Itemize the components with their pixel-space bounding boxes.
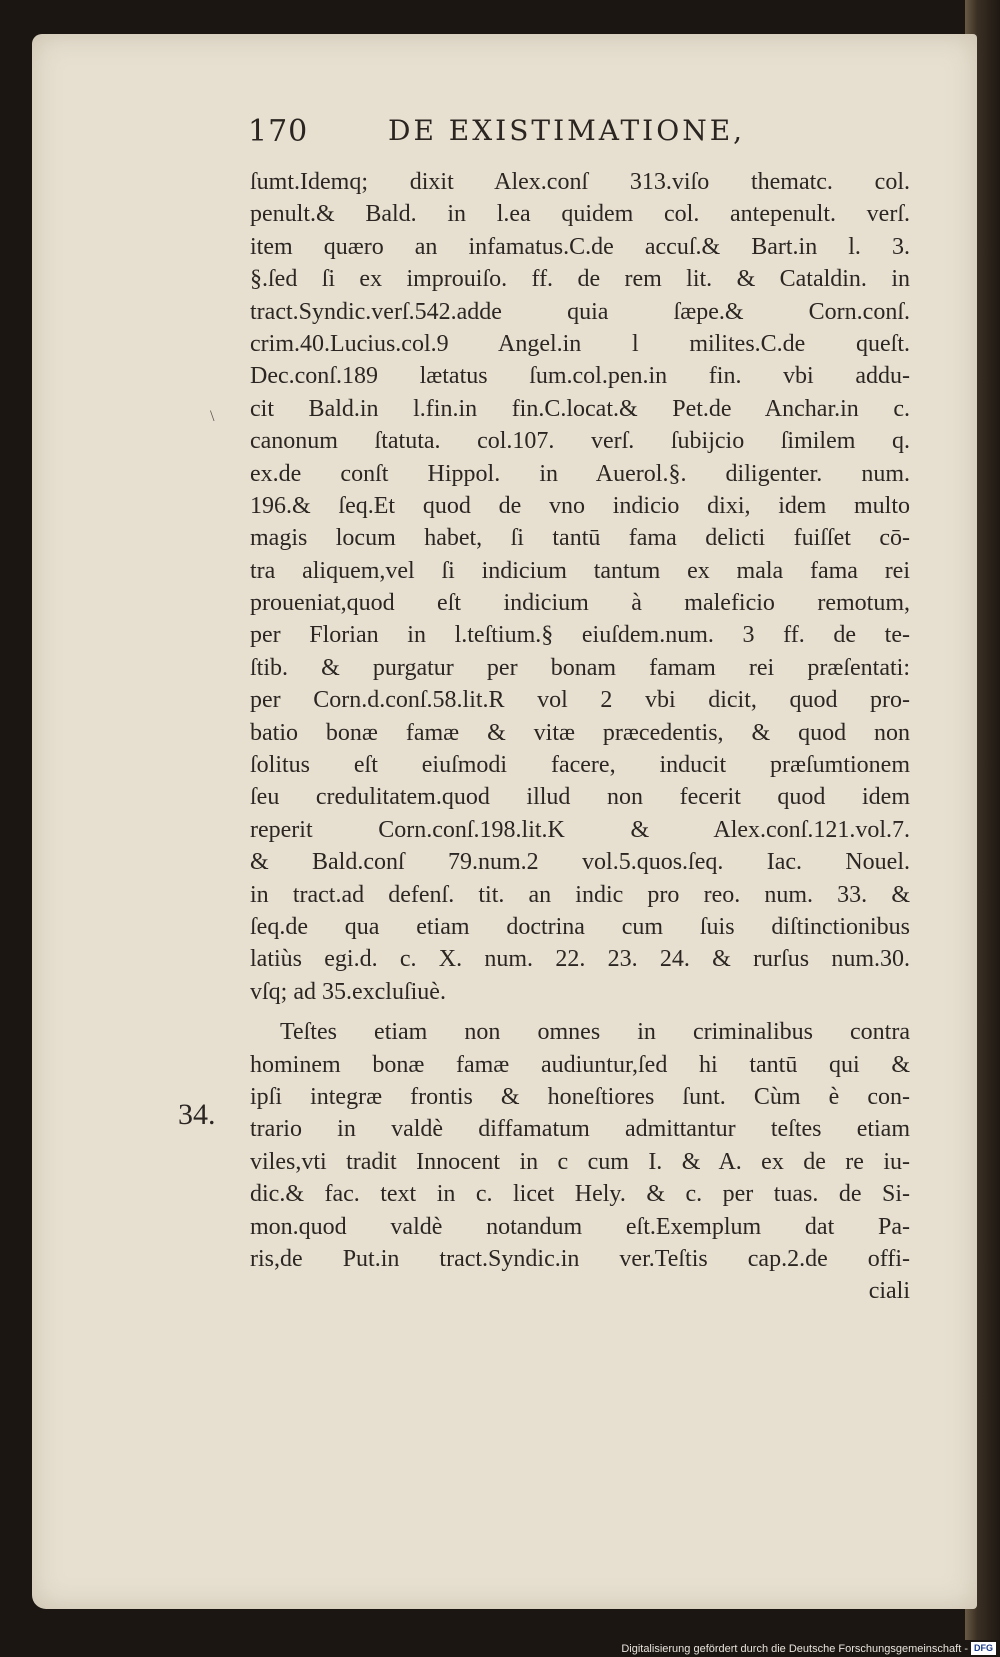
text-line: ſumt.Idemq; dixit Alex.conſ 313.viſo thematc. col. (250, 169, 910, 195)
text-line: tra aliquem,vel ſi indicium tantum ex mala fama rei (250, 557, 910, 584)
text-line: dic.& fac. text in c. licet Hely. & c. per tuas. de Si- (250, 1181, 910, 1208)
text-line: Teſtes etiam non omnes in criminalibus contra (280, 1019, 910, 1046)
text-line: in tract.ad defenſ. tit. an indic pro reo. num. 33. & (250, 881, 910, 908)
running-head: DE EXISTIMATIONE, (388, 114, 746, 147)
text-line: crim.40.Lucius.col.9 Angel.in l milites.C.de queſt. (250, 330, 910, 357)
text-line: batio bonæ famæ & vitæ præcedentis, & quod non (250, 719, 910, 746)
text-line: ſolitus eſt eiuſmodi facere, inducit præſumtionem (250, 752, 910, 779)
text-line: ſeu credulitatem.quod illud non fecerit quod idem (250, 784, 910, 811)
text-line: per Corn.d.conſ.58.lit.R vol 2 vbi dicit, quod pro- (250, 687, 910, 714)
page-header (248, 114, 898, 160)
text-line: magis locum habet, ſi tantū fama delicti fuiſſet cō- (250, 525, 910, 552)
text-line: ſeq.de qua etiam doctrina cum ſuis diſtinctionibus (250, 913, 910, 940)
text-line: trario in valdè diffamatum admittantur teſtes etiam (250, 1116, 910, 1143)
text-line: cit Bald.in l.fin.in fin.C.locat.& Pet.de Anchar.in c. (250, 395, 910, 422)
digitization-credit (600, 1640, 1000, 1657)
text-line: ex.de conſt Hippol. in Auerol.§. diligenter. num. (250, 460, 910, 487)
text-line: Dec.conſ.189 lætatus ſum.col.pen.in fin. vbi addu- (250, 363, 910, 390)
credit-text: Digitalisierung gefördert durch die Deutsche Forschungsgemeinschaft - (621, 1642, 968, 1655)
catchword: ciali (868, 1278, 910, 1305)
text-line: hominem bonæ famæ audiuntur,ſed hi tantū qui & (250, 1051, 910, 1078)
paragraph-gap (250, 1008, 910, 1016)
text-line: penult.& Bald. in l.ea quidem col. antepenult. verſ. (250, 201, 910, 228)
text-line: ris,de Put.in tract.Syndic.in ver.Teſtis cap.2.de offi- (250, 1245, 910, 1272)
text-line: 196.& ſeq.Et quod de vno indicio dixi, idem multo (250, 492, 910, 519)
text-line: reperit Corn.conſ.198.lit.K & Alex.conſ.121.vol.7. (250, 816, 910, 843)
text-line: proueniat,quod eſt indicium à maleficio remotum, (250, 590, 910, 617)
margin-mark: \ (210, 408, 215, 425)
text-line: & Bald.conſ 79.num.2 vol.5.quos.ſeq. Iac. Nouel. (250, 849, 910, 876)
dfg-logo: DFG (971, 1642, 996, 1655)
text-line: ſtib. & purgatur per bonam famam rei præſentati: (250, 654, 910, 681)
text-line: tract.Syndic.verſ.542.adde quia ſæpe.& Corn.conſ. (250, 298, 910, 325)
text-line: viles,vti tradit Innocent in c cum I. & A. ex de re iu- (250, 1148, 910, 1175)
text-line: vſq; ad 35.excluſiuè. (250, 978, 446, 1005)
margin-note-number: 34. (178, 1098, 216, 1131)
text-line: per Florian in l.teſtium.§ eiuſdem.num. 3 ff. de te- (250, 622, 910, 649)
body-text (250, 166, 910, 1308)
text-line: ipſi integræ frontis & honeſtiores ſunt. Cùm è con- (250, 1083, 910, 1110)
page-number: 170 (248, 114, 309, 149)
text-line: item quæro an infamatus.C.de accuſ.& Bart.in l. 3. (250, 233, 910, 260)
text-line: §.ſed ſi ex improuiſo. ff. de rem lit. & Cataldin. in (250, 266, 910, 293)
text-line: latiùs egi.d. c. X. num. 22. 23. 24. & rurſus num.30. (250, 946, 910, 973)
text-line: canonum ſtatuta. col.107. verſ. ſubijcio ſimilem q. (250, 428, 910, 455)
text-line: mon.quod valdè notandum eſt.Exemplum dat Pa- (250, 1213, 910, 1240)
